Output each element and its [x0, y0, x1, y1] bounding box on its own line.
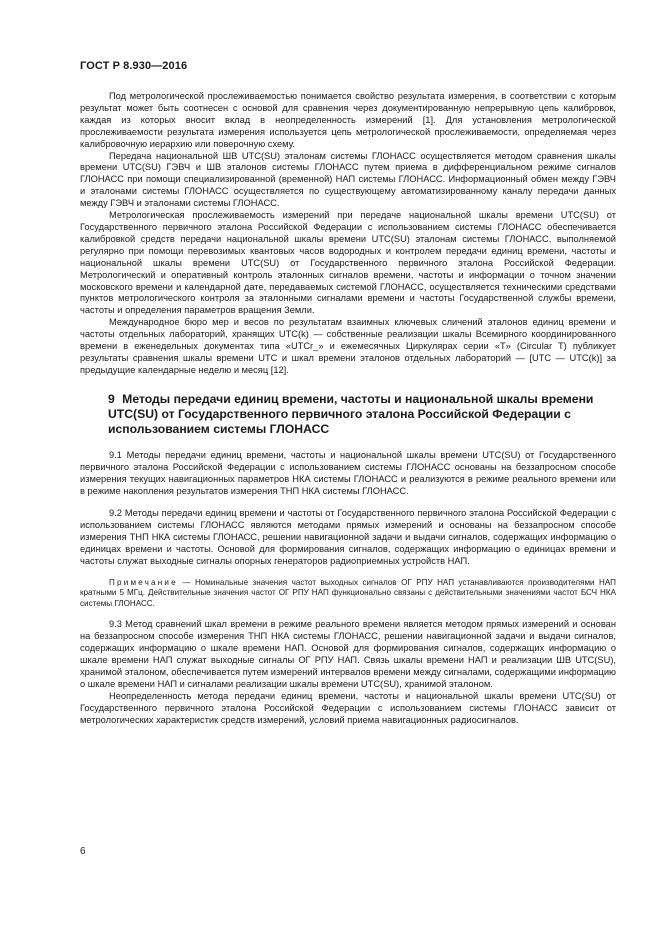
- paragraph-9-2: 9.2 Методы передачи единиц времени и частоты от Государственного первичного эталона Российской Федерации с использованием системы ГЛОНАСС являются методами прямых измерений и основаны на беззапросном способе измерения ТНП НКА системы ГЛОНАСС, решении навигационной задачи и выдачи сигналов, содержащих информацию о единицах времени и частоты. Основой для формирования сигналов, содержащих информацию о единицах времени и частоты служат выходные сигналы опорных генераторов радиоприемных устройств НАП.: [80, 507, 616, 566]
- paragraph-utc-transfer: Передача национальной ШВ UTC(SU) эталонам системы ГЛОНАСС осуществляется методом сравнения шкалы времени UTC(SU) ГЭВЧ и ШВ эталонов системы ГЛОНАСС путем приема в дифференциальном режиме сигналов ГЛОНАСС при помощи специализированной (временной) НАП системы ГЛОНАСС. Информационный обмен между ГЭВЧ и эталонами системы ГЛОНАСС осуществляется по существующему автоматизированному каналу передачи данных между ГЭВЧ и эталонами системы ГЛОНАСС.: [80, 150, 616, 209]
- note-block: [80, 578, 616, 610]
- page-number: 6: [80, 846, 86, 857]
- note-label: Примечание: [109, 577, 178, 587]
- section-heading: [80, 392, 616, 438]
- document-body: [80, 91, 616, 726]
- section-title: Методы передачи единиц времени, частоты и национальной шкалы времени UTC(SU) от Государственного первичного эталона Российской Федерации с использованием системы ГЛОНАСС: [108, 391, 594, 437]
- section-number: 9: [108, 391, 115, 406]
- paragraph-9-1: 9.1 Методы передачи единиц времени, частоты и национальной шкалы времени UTC(SU) от Государственного первичного эталона Российской Федерации с использованием системы ГЛОНАСС основаны на беззапросном способе измерения текущих навигационных параметров НКА системы ГЛОНАСС и реализуются в режиме реального времени или в режиме накопления результатов измерения ТНП НКА системы ГЛОНАСС.: [80, 450, 616, 497]
- paragraph-metrological-traceability: Метрологическая прослеживаемость измерений при передаче национальной шкалы времени UTC(SU) от Государственного первичного эталона Российской Федерации с использованием системы ГЛОНАСС обеспечивается калибровкой средств передачи национальной шкалы времени UTC(SU) эталонам системы ГЛОНАСС, выполняемой регулярно при помощи перевозимых квантовых часов водородных и контролем передачи единиц времени, частоты и национальной шкалы времени UTC(SU) от Государственного первичного эталона Российской Федерации. Метрологический и оперативный контроль эталонных сигналов времени, частоты и информации о точном значении московского времени и календарной дате, передаваемых системой ГЛОНАСС, осуществляется техническими средствами пунктов метрологического контроля за эталонными сигналами времени и частоты Государственной службы времени, частоты и определения параметров вращения Земли.: [80, 210, 616, 316]
- standard-header: ГОСТ Р 8.930—2016: [80, 60, 188, 72]
- paragraph-bipm: Международное бюро мер и весов по результатам взаимных ключевых сличений эталонов единиц времени и частоты отдельных лабораторий, хранящих UTC(k) — собственные реализации шкалы Всемирного координированного времени в еженедельных документах типа «UTCr_» и ежемесячных Циркулярах серии «T» (Circular T) публикует результаты сравнения шкалы времени UTC и шкал времени эталонов отдельных лабораторий — [UTC — UTC(k)] за предыдущие календарные неделю и месяц [12].: [80, 317, 616, 375]
- paragraph-uncertainty: Неопределенность метода передачи единиц времени, частоты и национальной шкалы времени UTC(SU) от Государственного первичного эталона Российской Федерации с использованием системы ГЛОНАСС зависит от метрологических характеристик средств измерений, условий приема навигационных радиосигналов.: [80, 690, 616, 725]
- paragraph-9-3: 9.3 Метод сравнений шкал времени в режиме реального времени является методом прямых измерений и основан на беззапросном способе измерения ТНП НКА системы ГЛОНАСС, решении навигационной задачи и выдачи сигналов, содержащих информацию о шкале времени НАП. Основой для формирования сигналов, содержащих информацию о шкале времени НАП служат выходные сигналы ОГ РПУ НАП. Связь шкалы времени НАП и реализации ШВ UTC(SU), хранимой эталоном, обеспечивается путем измерений интервалов времени между сигналами, содержащими информацию о шкале времени НАП и сигналами реализации шкалы времени UTC(SU), хранимой эталоном.: [80, 619, 616, 689]
- note-text: — Номинальные значения частот выходных сигналов ОГ РПУ НАП устанавливаются производителями НАП кратными 5 МГц. Действительные значения частот ОГ РПУ НАП функционально связаны с действительными значениями частот БСЧ НКА системы ГЛОНАСС.: [80, 577, 616, 608]
- paragraph-traceability-definition: Под метрологической прослеживаемостью понимается свойство результата измерения, в соответствии с которым результат может быть соотнесен с основой для сравнения через документированную непрерывную цепь калибровок, каждая из которых вносит вклад в неопределенность измерений [1]. Для установления метрологической прослеживаемости результата измерения используется цепь метрологической прослеживаемости, определяемая через калибровочную иерархию или поверочную схему.: [80, 91, 616, 149]
